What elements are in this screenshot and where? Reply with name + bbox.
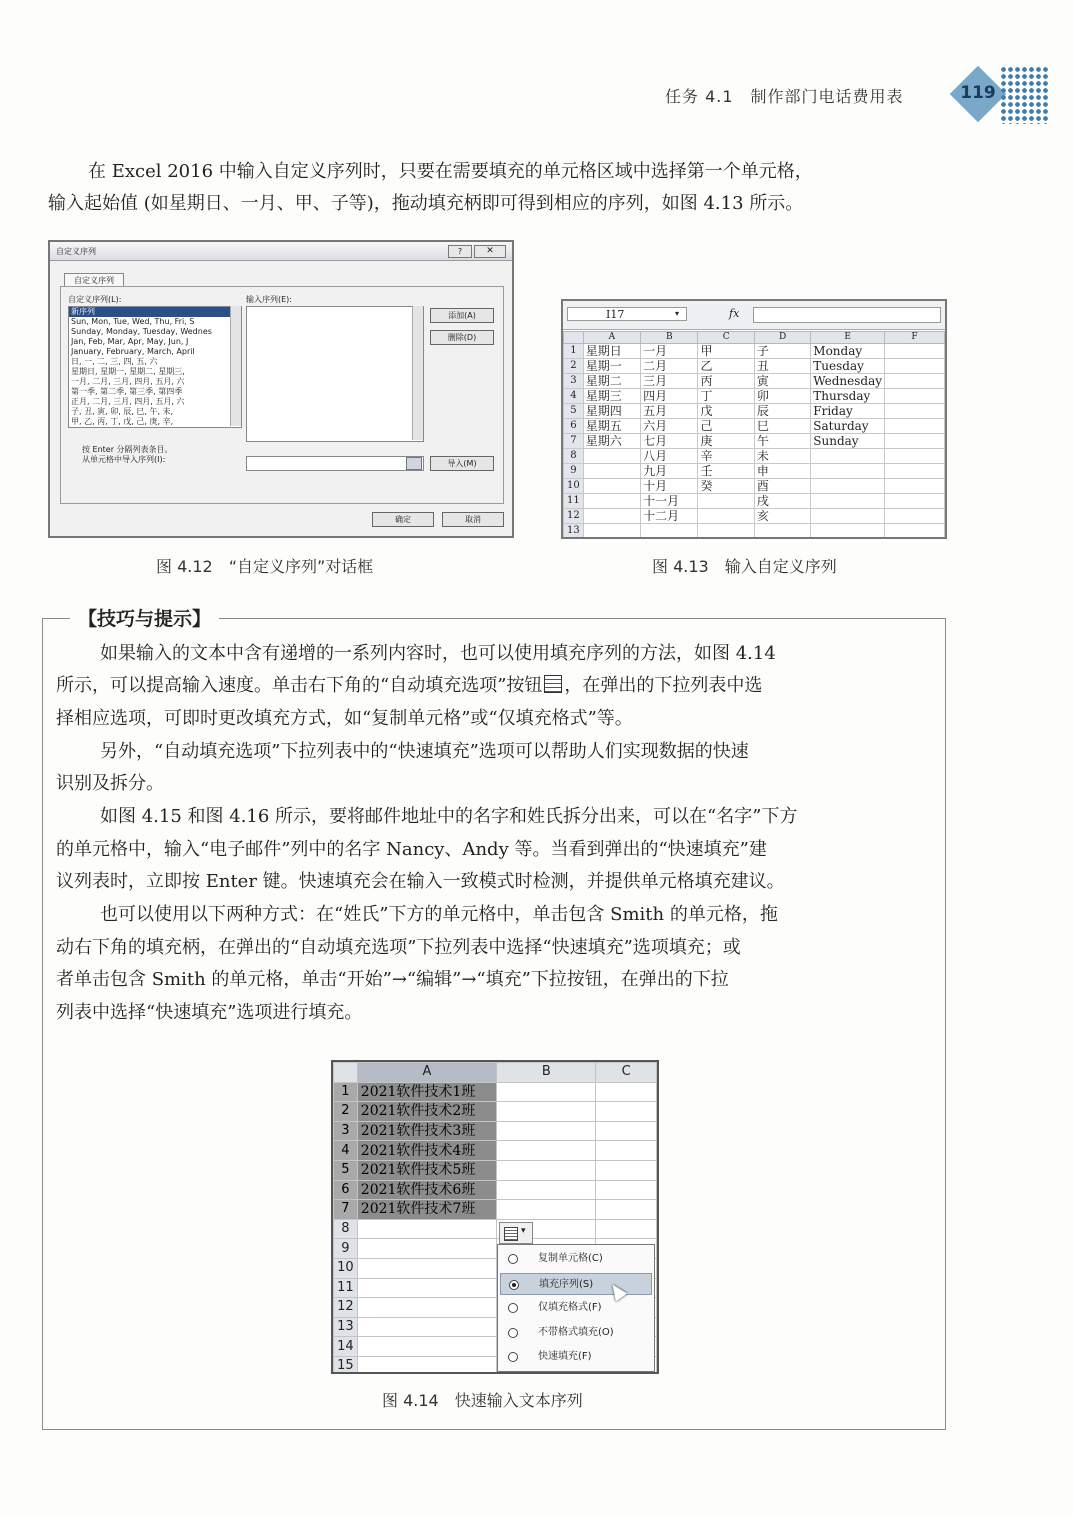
sheet-cell[interactable] (596, 1102, 657, 1122)
sheet-cell[interactable]: 二月 (641, 359, 698, 374)
sheet-cell[interactable] (357, 1239, 496, 1259)
row-header[interactable]: 8 (564, 449, 584, 464)
row-header[interactable]: 9 (564, 464, 584, 479)
tip-line-6: 如图 4.15 和图 4.16 所示，要将邮件地址中的名字和姓氏拆分出来，可以在“名字”下方 (100, 806, 798, 827)
tip-line-2a: 所示，可以提高输入速度。单击右下角的“自动填充选项”按钮 (56, 675, 543, 696)
chevron-down-icon[interactable]: ▾ (675, 309, 680, 318)
table-row (334, 1180, 657, 1200)
page-number-badge (958, 74, 998, 114)
sheet-cell[interactable] (497, 1160, 596, 1180)
custom-list-item[interactable]: 甲, 乙, 丙, 丁, 戊, 己, 庚, 辛, (71, 417, 174, 426)
sheet-cell[interactable]: 六月 (641, 419, 698, 434)
custom-list-item[interactable]: 正月, 二月, 三月, 四月, 五月, 六 (71, 397, 185, 406)
custom-list-box[interactable] (68, 306, 242, 428)
row-header[interactable]: 3 (564, 374, 584, 389)
autofill-option-label: 不带格式填充(O) (538, 1326, 614, 1338)
tip-line-2 (56, 670, 762, 703)
sheet-cell[interactable]: Saturday (811, 419, 885, 434)
tab-custom-lists[interactable]: 自定义序列 (64, 273, 124, 287)
sheet-cell[interactable]: 一月 (641, 344, 698, 359)
sheet-cell[interactable]: 十二月 (641, 509, 698, 524)
sheet-cell[interactable] (885, 524, 945, 539)
cancel-button[interactable]: 取消 (442, 512, 504, 527)
sheet-cell[interactable] (357, 1356, 496, 1374)
sheet-cell[interactable]: 五月 (641, 404, 698, 419)
sheet-cell[interactable] (583, 509, 640, 524)
page-number: 119 (960, 83, 996, 103)
autofill-options-icon (544, 675, 562, 693)
sheet-cell[interactable] (811, 524, 885, 539)
sheet-cell[interactable]: 2021软件技术1班 (357, 1082, 496, 1102)
sheet-cell[interactable]: 戊 (698, 404, 754, 419)
name-box[interactable]: I17 (567, 307, 687, 321)
sheet-cell[interactable]: 四月 (641, 389, 698, 404)
dialog-title: 自定义序列 (56, 247, 96, 256)
tips-title: 【技巧与提示】 (70, 604, 219, 631)
sheet-cell[interactable]: 申 (754, 464, 810, 479)
sheet-cell[interactable]: 辛 (698, 449, 754, 464)
autofill-option[interactable] (500, 1322, 652, 1344)
sheet-cell[interactable]: 酉 (754, 479, 810, 494)
row-header[interactable]: 12 (564, 509, 584, 524)
table-row (334, 1082, 657, 1102)
sheet-cell[interactable]: 甲 (698, 344, 754, 359)
sheet-cell[interactable] (885, 464, 945, 479)
sheet-cell[interactable]: 星期二 (583, 374, 640, 389)
sheet-cell[interactable]: 壬 (698, 464, 754, 479)
sheet-cell[interactable]: 午 (754, 434, 810, 449)
sheet-cell[interactable] (885, 434, 945, 449)
hint-enter: 按 Enter 分隔列表条目。 (82, 445, 173, 454)
row-header[interactable]: 10 (564, 479, 584, 494)
row-header[interactable]: 4 (564, 389, 584, 404)
custom-list-item[interactable]: 星期日, 星期一, 星期二, 星期三, (71, 367, 185, 376)
sheet-cell[interactable] (811, 449, 885, 464)
row-header[interactable]: 13 (334, 1317, 358, 1337)
sheet-cell[interactable] (357, 1258, 496, 1278)
dialog-titlebar (50, 242, 512, 261)
sheet-cell[interactable]: 八月 (641, 449, 698, 464)
table-row (334, 1160, 657, 1180)
sheet-cell[interactable]: Monday (811, 344, 885, 359)
custom-list-item[interactable]: 第一季, 第二季, 第三季, 第四季 (71, 387, 183, 396)
sheet-cell[interactable] (596, 1160, 657, 1180)
sheet-cell[interactable] (357, 1298, 496, 1318)
sheet-cell[interactable]: 2021软件技术4班 (357, 1141, 496, 1161)
sheet-cell[interactable]: 丙 (698, 374, 754, 389)
row-header[interactable]: 4 (334, 1141, 358, 1161)
autofill-option-label: 复制单元格(C) (538, 1253, 603, 1264)
table-row (334, 1121, 657, 1141)
figure-4-13-caption: 图 4.13 输入自定义序列 (652, 557, 837, 576)
chevron-down-icon: ▾ (521, 1226, 526, 1236)
intro-line-2: 输入起始值 (如星期日、一月、甲、子等)，拖动填充柄即可得到相应的序列，如图 4.13 所示。 (48, 193, 804, 214)
sheet-cell[interactable]: 寅 (754, 374, 810, 389)
entries-scrollbar[interactable] (412, 306, 423, 440)
autofill-icon (504, 1227, 518, 1241)
range-select-icon[interactable] (406, 457, 422, 470)
formula-bar (563, 301, 945, 330)
sheet-cell[interactable]: Sunday (811, 434, 885, 449)
sheet-cell[interactable] (885, 404, 945, 419)
sheet-cell[interactable]: 星期日 (583, 344, 640, 359)
table-row (564, 509, 945, 524)
row-header[interactable]: 6 (334, 1180, 358, 1200)
sheet-cell[interactable] (885, 494, 945, 509)
table-row (564, 404, 945, 419)
sheet-cell[interactable]: 庚 (698, 434, 754, 449)
delete-button[interactable]: 删除(D) (430, 330, 494, 345)
figure-4-14-caption: 图 4.14 快速输入文本序列 (382, 1391, 583, 1410)
sheet-cell[interactable]: 丁 (698, 389, 754, 404)
row-header[interactable]: 7 (564, 434, 584, 449)
sheet-cell[interactable] (583, 449, 640, 464)
autofill-option-label: 填充序列(S) (539, 1278, 594, 1290)
sheet-cell[interactable]: 七月 (641, 434, 698, 449)
figure-4-12-caption: 图 4.12 “自定义序列”对话框 (156, 557, 374, 576)
tip-line-7: 的单元格中，输入“电子邮件”列中的名字 Nancy、Andy 等。当看到弹出的“快速填充”建 (56, 839, 767, 860)
table-row (564, 359, 945, 374)
sheet-cell[interactable]: Thursday (811, 389, 885, 404)
tip-line-8: 议列表时，立即按 Enter 键。快速填充会在输入一致模式时检测，并提供单元格填充建议。 (56, 871, 785, 892)
custom-list-item[interactable]: Sun, Mon, Tue, Wed, Thu, Fri, S (71, 317, 195, 326)
ok-button[interactable]: 确定 (372, 512, 434, 527)
sheet-cell[interactable] (583, 494, 640, 509)
radio-icon (508, 1303, 518, 1313)
fx-icon[interactable]: fx (729, 307, 740, 320)
tip-line-4: 另外，“自动填充选项”下拉列表中的“快速填充”选项可以帮助人们实现数据的快速 (100, 741, 749, 762)
running-header: 任务 4.1 制作部门电话费用表 (665, 87, 904, 106)
table-row (564, 524, 945, 539)
tip-line-3: 择相应选项，可即时更改填充方式，如“复制单元格”或“仅填充格式”等。 (56, 708, 633, 729)
sheet-cell[interactable] (885, 374, 945, 389)
sheet-cell[interactable] (596, 1200, 657, 1220)
row-header[interactable]: 2 (334, 1102, 358, 1122)
column-header[interactable]: E (811, 332, 885, 344)
sheet-cell[interactable]: 星期四 (583, 404, 640, 419)
sheet-grid (563, 331, 945, 539)
sheet-cell[interactable]: 星期六 (583, 434, 640, 449)
tip-line-5: 识别及拆分。 (56, 773, 164, 794)
tip-line-2b: ，在弹出的下拉列表中选 (564, 675, 763, 696)
sheet-cell[interactable] (885, 449, 945, 464)
row-header[interactable]: 8 (334, 1219, 358, 1239)
sheet-cell[interactable] (885, 479, 945, 494)
sheet-cell[interactable] (811, 509, 885, 524)
sheet-cell[interactable] (583, 479, 640, 494)
autofill-option[interactable] (500, 1346, 652, 1368)
sheet-cell[interactable] (357, 1337, 496, 1357)
sheet-cell[interactable] (811, 464, 885, 479)
sheet-cell[interactable]: 星期五 (583, 419, 640, 434)
sheet-cell[interactable] (885, 359, 945, 374)
row-header[interactable]: 5 (334, 1160, 358, 1180)
sheet-cell[interactable] (596, 1141, 657, 1161)
sheet-cell[interactable]: 未 (754, 449, 810, 464)
table-row (564, 344, 945, 359)
column-header[interactable]: C (596, 1063, 657, 1083)
row-header[interactable]: 15 (334, 1356, 358, 1374)
autofill-option[interactable] (500, 1297, 652, 1319)
row-header[interactable]: 9 (334, 1239, 358, 1259)
sheet-cell[interactable] (811, 479, 885, 494)
sheet-cell[interactable]: Tuesday (811, 359, 885, 374)
sheet-cell[interactable]: 九月 (641, 464, 698, 479)
sheet-cell[interactable] (357, 1278, 496, 1298)
column-header[interactable]: D (754, 332, 810, 344)
sheet-cell[interactable] (497, 1121, 596, 1141)
sheet-cell[interactable]: 2021软件技术6班 (357, 1180, 496, 1200)
custom-list-item[interactable]: January, February, March, April (71, 347, 195, 356)
column-header[interactable]: B (641, 332, 698, 344)
sheet-cell[interactable] (754, 524, 810, 539)
sheet-cell[interactable]: 丑 (754, 359, 810, 374)
sheet-corner[interactable] (334, 1063, 358, 1083)
autofill-options-menu (497, 1244, 655, 1372)
table-row (334, 1141, 657, 1161)
close-icon[interactable]: ✕ (474, 245, 506, 258)
sheet-cell[interactable] (497, 1200, 596, 1220)
radio-icon (509, 1280, 519, 1290)
sheet-corner[interactable] (564, 332, 584, 344)
row-header[interactable]: 7 (334, 1200, 358, 1220)
column-header[interactable]: C (698, 332, 754, 344)
sheet-cell[interactable] (885, 509, 945, 524)
decorative-dot-grid (1000, 66, 1050, 124)
sheet-cell[interactable]: 星期一 (583, 359, 640, 374)
sheet-cell[interactable] (583, 524, 640, 539)
sheet-cell[interactable]: 亥 (754, 509, 810, 524)
table-row (564, 449, 945, 464)
table-row (334, 1102, 657, 1122)
list-scrollbar[interactable] (230, 306, 241, 426)
autofill-option-label: 仅填充格式(F) (538, 1302, 602, 1313)
sheet-cell[interactable]: 2021软件技术2班 (357, 1102, 496, 1122)
custom-list-item[interactable]: 新序列 (69, 307, 241, 317)
sheet-cell[interactable] (583, 464, 640, 479)
radio-icon (508, 1328, 518, 1338)
list-entries-input[interactable] (246, 306, 424, 442)
sheet-cell[interactable]: 十一月 (641, 494, 698, 509)
autofill-option[interactable] (500, 1248, 652, 1270)
autofill-options-button[interactable] (499, 1222, 533, 1244)
radio-icon (508, 1352, 518, 1362)
sheet-cell[interactable] (497, 1180, 596, 1200)
sheet-cell[interactable] (596, 1180, 657, 1200)
sheet-cell[interactable]: 2021软件技术7班 (357, 1200, 496, 1220)
sheet-cell[interactable]: 癸 (698, 479, 754, 494)
custom-list-item[interactable]: 日, 一, 二, 三, 四, 五, 六 (71, 357, 158, 366)
custom-list-dialog (48, 240, 514, 538)
tip-line-12: 列表中选择“快速填充”选项进行填充。 (56, 1002, 363, 1023)
custom-series-sheet (561, 299, 947, 539)
table-row (564, 419, 945, 434)
row-header[interactable]: 5 (564, 404, 584, 419)
sheet-cell[interactable] (357, 1219, 496, 1239)
column-header[interactable]: A (357, 1063, 496, 1083)
sheet-cell[interactable]: Wednesday (811, 374, 885, 389)
sheet-cell[interactable] (596, 1121, 657, 1141)
row-header[interactable]: 14 (334, 1337, 358, 1357)
sheet-cell[interactable] (641, 524, 698, 539)
sheet-cell[interactable] (596, 1219, 657, 1239)
custom-list-item[interactable]: 一月, 二月, 三月, 四月, 五月, 六 (71, 377, 185, 386)
sheet-cell[interactable] (497, 1082, 596, 1102)
add-button[interactable]: 添加(A) (430, 308, 494, 323)
column-header[interactable]: F (885, 332, 945, 344)
sheet-cell[interactable]: 卯 (754, 389, 810, 404)
custom-list-item[interactable]: Jan, Feb, Mar, Apr, May, Jun, J (71, 337, 189, 346)
sheet-cell[interactable] (885, 344, 945, 359)
table-row (564, 494, 945, 509)
autofill-option-label: 快速填充(F) (538, 1351, 592, 1362)
sheet-cell[interactable]: 辰 (754, 404, 810, 419)
row-header[interactable]: 12 (334, 1298, 358, 1318)
tip-line-9: 也可以使用以下两种方式：在“姓氏”下方的单元格中，单击包含 Smith 的单元格，拖 (100, 904, 778, 925)
tip-line-10: 动右下角的填充柄，在弹出的“自动填充选项”下拉列表中选择“快速填充”选项填充；或 (56, 937, 741, 958)
column-header[interactable]: A (583, 332, 640, 344)
sheet-cell[interactable] (811, 494, 885, 509)
formula-input[interactable] (753, 307, 941, 323)
sheet-cell[interactable] (497, 1141, 596, 1161)
sheet-cell[interactable] (698, 509, 754, 524)
sheet-cell[interactable]: 子 (754, 344, 810, 359)
sheet-cell[interactable]: 星期三 (583, 389, 640, 404)
row-header[interactable]: 10 (334, 1258, 358, 1278)
sheet-cell[interactable] (497, 1102, 596, 1122)
input-label: 输入序列(E): (246, 295, 292, 304)
sheet-cell[interactable]: 己 (698, 419, 754, 434)
row-header[interactable]: 13 (564, 524, 584, 539)
table-row (564, 479, 945, 494)
sheet-cell[interactable] (596, 1082, 657, 1102)
sheet-cell[interactable] (885, 389, 945, 404)
sheet-cell[interactable] (698, 524, 754, 539)
sheet-cell[interactable]: 十月 (641, 479, 698, 494)
table-row (334, 1200, 657, 1220)
table-row (334, 1219, 657, 1239)
hint-import: 从单元格中导入序列(I): (82, 455, 166, 464)
row-header[interactable]: 2 (564, 359, 584, 374)
import-range-input[interactable] (246, 456, 424, 471)
list-label: 自定义序列(L): (68, 295, 122, 304)
table-row (564, 374, 945, 389)
row-header[interactable]: 6 (564, 419, 584, 434)
custom-list-item[interactable]: Sunday, Monday, Tuesday, Wednes (71, 327, 212, 336)
sheet-cell[interactable]: 三月 (641, 374, 698, 389)
tip-line-11: 者单击包含 Smith 的单元格，单击“开始”→“编辑”→“填充”下拉按钮，在弹出的下拉 (56, 969, 729, 990)
import-button[interactable]: 导入(M) (430, 456, 494, 471)
help-icon[interactable]: ? (448, 245, 472, 258)
sheet-cell[interactable]: 乙 (698, 359, 754, 374)
row-header[interactable]: 3 (334, 1121, 358, 1141)
column-header[interactable]: B (497, 1063, 596, 1083)
sheet-cell[interactable]: 戌 (754, 494, 810, 509)
table-row (564, 434, 945, 449)
sheet-cell[interactable]: 2021软件技术3班 (357, 1121, 496, 1141)
tip-line-1: 如果输入的文本中含有递增的一系列内容时，也可以使用填充序列的方法，如图 4.14 (100, 643, 776, 664)
table-row (564, 464, 945, 479)
sheet-cell[interactable] (885, 419, 945, 434)
table-row (564, 389, 945, 404)
sheet-cell[interactable]: 巳 (754, 419, 810, 434)
autofill-option[interactable] (500, 1273, 652, 1295)
sheet-cell[interactable]: Friday (811, 404, 885, 419)
row-header[interactable]: 11 (334, 1278, 358, 1298)
custom-list-item[interactable]: 子, 丑, 寅, 卯, 辰, 巳, 午, 未, (71, 407, 174, 416)
intro-line-1: 在 Excel 2016 中输入自定义序列时，只要在需要填充的单元格区域中选择第一个单元格， (88, 161, 813, 182)
row-header[interactable]: 1 (564, 344, 584, 359)
sheet-cell[interactable] (357, 1317, 496, 1337)
row-header[interactable]: 1 (334, 1082, 358, 1102)
sheet-cell[interactable]: 2021软件技术5班 (357, 1160, 496, 1180)
sheet-cell[interactable] (698, 494, 754, 509)
row-header[interactable]: 11 (564, 494, 584, 509)
radio-icon (508, 1254, 518, 1264)
